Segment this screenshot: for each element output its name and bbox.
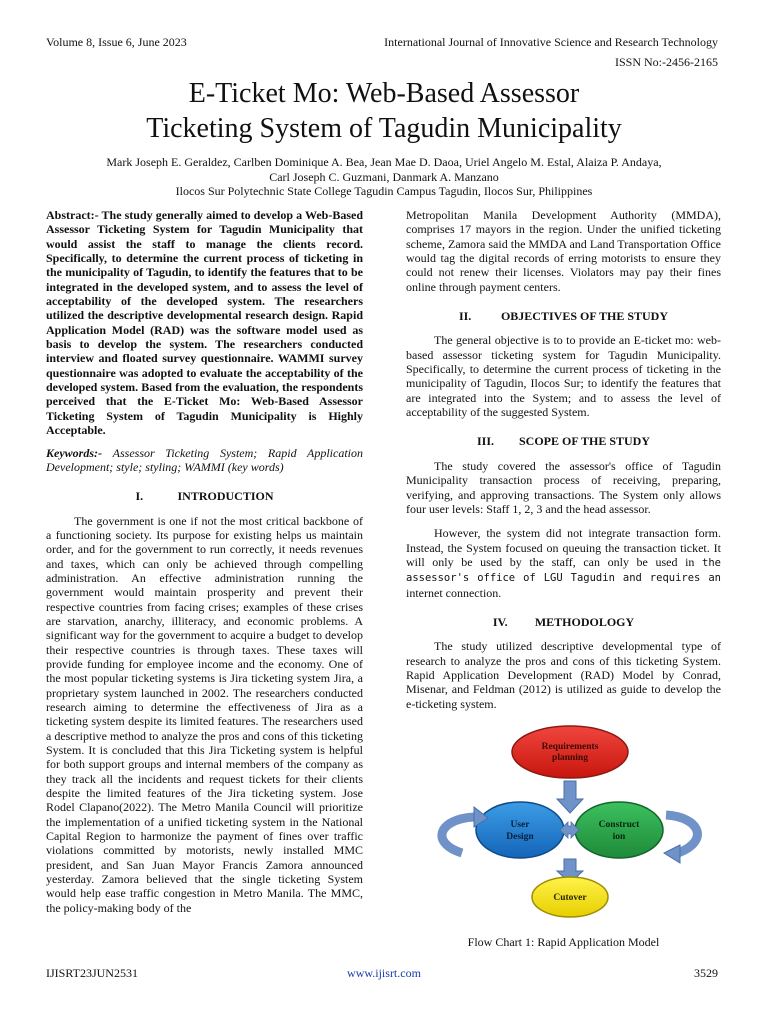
keywords-label: Keywords:- (46, 445, 102, 460)
affiliation: Ilocos Sur Polytechnic State College Tagudin Campus Tagudin, Ilocos Sur, Philippines (175, 184, 593, 198)
section-title: METHODOLOGY (534, 614, 635, 629)
paper-title (0, 76, 768, 146)
section-heading-methodology (406, 615, 721, 629)
node-user-design-label-2: Design (506, 832, 534, 842)
author-block (0, 155, 768, 199)
node-user-design-label-1: User (510, 820, 530, 830)
node-construction (575, 802, 663, 858)
page-number: 3529 (694, 966, 718, 980)
issn: ISSN No:-2456-2165 (614, 55, 718, 69)
arrow-down-icon (557, 781, 583, 813)
scope-paragraph-2 (406, 526, 721, 600)
section-number: II. (458, 309, 472, 324)
node-construction-label-1: Construct (598, 820, 640, 830)
section-number: IV. (492, 614, 508, 629)
loop-arrow-right-icon (666, 815, 697, 853)
introduction-continued: Metropolitan Manila Development Authority (MMDA), comprises 17 mayors in the region. Under the unified ticketing scheme, Zamora said the MMDA and Land Transportation Office would tag the digital records of erring motorists to ensure they could not renew their licenses. Violators may pay their fines online through payment centers. (406, 208, 721, 294)
title-line-1: E-Ticket Mo: Web-Based Assessor (188, 78, 580, 109)
section-heading-scope (406, 434, 721, 448)
paper-id: IJISRT23JUN2531 (46, 966, 138, 980)
keywords (46, 446, 363, 475)
section-heading-introduction (46, 489, 363, 503)
scope-paragraph-1: The study covered the assessor's office of Tagudin Municipality transaction process of receiving, preparing, verifying, and approving transactions. The System only allows four user levels: Staff 1, 2, 3 and the head assessor. (406, 458, 721, 516)
objectives-paragraph: The general objective is to to provide an E-ticket mo: web-based assessor ticketing system for Tagudin Municipality. Specifically, to determine the current process of ticketing in the municipality of Tagudin, Ilocos Sur; to identify the features that are integrated into the System; and to assess the level of acceptability of the suggested System. (406, 333, 721, 420)
scope-p2-text: However, the system did not integrate transaction form. Instead, the System focused on queuing the transaction ticket. It will only be used by the staff, can only be used in (406, 526, 721, 569)
keywords-text: Assessor Ticketing System; Rapid Application Development; style; styling; WAMMI (key words) (46, 445, 363, 474)
methodology-paragraph: The study utilized descriptive developmental type of research to analyze the pros and cons of this ticketing System. Rapid Application Development (RAD) Model by Conrad, Misenar, and Feldman (2012) is utilized as guide to develop the e-ticketing system. (406, 639, 721, 711)
title-line-2: Ticketing System of Tagudin Municipality (146, 113, 622, 144)
authors-line-1: Mark Joseph E. Geraldez, Carlben Dominique A. Bea, Jean Mae D. Daoa, Uriel Angelo M. Estal, Alaiza P. Andaya, (106, 155, 662, 169)
loop-arrow-left-icon (442, 817, 474, 853)
node-construction-label-2: ion (612, 832, 626, 842)
node-user-design (476, 802, 564, 858)
left-column (46, 208, 363, 915)
introduction-paragraph: The government is one if not the most critical backbone of a functioning society. Its purpose for existing helps us maintain order, and for the government to run correctly, it needs revenues and taxes, which can only be achieved through compelling administration. An effective administration running the government would maintain prosperity and prevent their respective countries from facing crises; examples of these crises are starvation, anarchy, illiteracy, and economic problems. A significant way for the government to acquire a budget to develop their respective countries is through taxes. These taxes will provide funding for employee income and the economy. One of the most popular ticketing systems is Jira ticketing system Jira, a proprietary system launched in 2002. The researchers conducted research aiming to determine the effectiveness of Jira as a ticketing system despite its limited features. The researchers used a descriptive method to analyze the pros and cons of this ticketing System. It is concluded that this Jira Ticketing system is helpful for both support groups and internal members of the company as they track all the incidents and request tickets for their clients despite the limited features of the Jira ticketing system. Jose Rodel Clapano(2022). The Metro Manila Council will prioritize the implementation of a unified ticketing system in the National Capital Region to harmonize the payment of fines over traffic violations committed by motorists, newly installed MMC president, and San Juan Mayor Francis Zamora announced yesterday. Zamora believed that the single ticketing System would help ease traffic congestion in Metro Manila. The MMC, the policy-making body of the (46, 513, 363, 915)
node-requirements-label-1: Requirements (541, 742, 599, 752)
scope-p2-mono: the assessor's office of LGU Tagudin and requires an (406, 556, 721, 585)
rad-flow-chart (428, 725, 710, 925)
volume-info: Volume 8, Issue 6, June 2023 (46, 35, 187, 49)
authors-line-2: Carl Joseph C. Guzmani, Danmark A. Manzano (269, 169, 499, 184)
section-title: OBJECTIVES OF THE STUDY (500, 309, 669, 324)
right-column (406, 208, 721, 711)
abstract: Abstract:- The study generally aimed to develop a Web-Based Assessor Ticketing System for Tagudin Municipality that would assist the staff to manage the clients record. Specifically, to determine the current process of ticketing in the municipality of Tagudin, to identify the features that to be integrated in the developed system, and to assess the level of acceptability of the developed system. The researchers utilized the descriptive developmental research design. Rapid Application Model (RAD) was the software model used as basis to develop the system. The researchers conducted interview and floated survey questionnaire. WAMMI survey questionnaire was adopted to evaluate the acceptability of the developed system. Based from the evaluation, the respondents perceived that the E-Ticket Mo: Web-Based Assessor Ticketing System of Tagudin Municipality is Highly Acceptable. (46, 208, 363, 438)
section-title: SCOPE OF THE STUDY (518, 434, 651, 449)
journal-website-link[interactable]: www.ijisrt.com (347, 966, 421, 980)
node-requirements-planning (512, 726, 628, 778)
section-heading-objectives (406, 309, 721, 323)
node-cutover-label: Cutover (553, 893, 587, 903)
section-title: INTRODUCTION (177, 489, 274, 504)
scope-p2-end: internet connection. (406, 585, 502, 600)
flowchart-caption: Flow Chart 1: Rapid Application Model (467, 935, 660, 949)
node-requirements-label-2: planning (552, 753, 588, 763)
journal-name: International Journal of Innovative Science and Research Technology (384, 35, 718, 49)
section-number: III. (476, 434, 494, 449)
section-number: I. (135, 489, 144, 504)
loop-arrowhead-right-icon (664, 845, 680, 863)
